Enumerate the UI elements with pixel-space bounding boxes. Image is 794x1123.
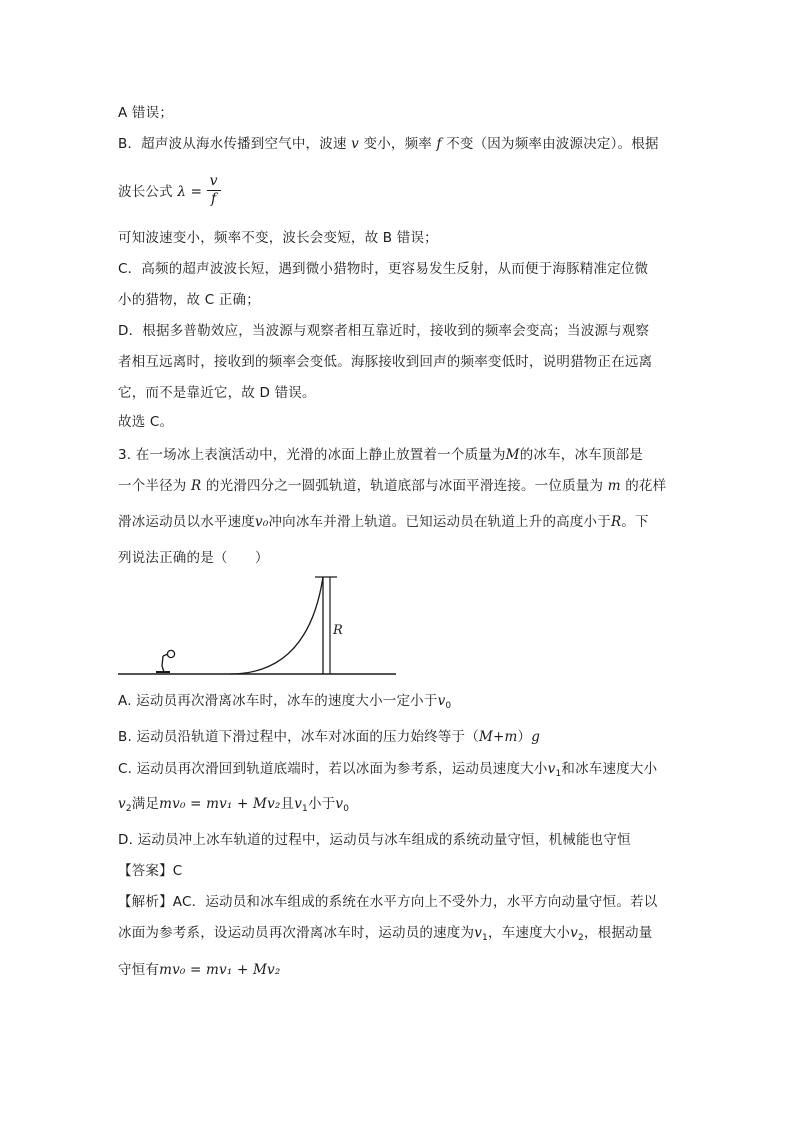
part-d-line-3: 它，而不是靠近它，故 D 错误。 bbox=[118, 385, 316, 401]
momentum-equation: mv₀ = mv₁ + Mv₂ bbox=[159, 962, 281, 978]
text: A. 运动员再次滑离冰车时，冰车的速度大小一定小于 bbox=[118, 693, 438, 709]
v-symbol: v bbox=[570, 925, 578, 941]
v-symbol: v bbox=[118, 796, 126, 812]
fraction bbox=[207, 173, 221, 208]
part-d-line-1: D．根据多普勒效应，当波源与观察者相互靠近时，接收到的频率会变高；当波源与观察 bbox=[118, 323, 650, 339]
subscript: 1 bbox=[555, 769, 562, 779]
text: 满足 bbox=[131, 796, 160, 812]
text: 一个半径为 bbox=[118, 478, 187, 494]
text: 变小，频率 bbox=[363, 136, 432, 152]
question-line-4: 列说法正确的是（ ） bbox=[118, 550, 269, 566]
part-c-line-2: 小的猎物，故 C 正确； bbox=[118, 292, 260, 308]
subscript: 1 bbox=[482, 933, 488, 943]
gravity-g: g bbox=[531, 729, 541, 745]
fraction-denominator: f bbox=[210, 190, 217, 207]
text: 和冰车速度大小 bbox=[561, 761, 658, 777]
text: 的光滑四分之一圆弧轨道，轨道底部与冰面平滑连接。一位质量为 bbox=[205, 478, 604, 494]
text: ） bbox=[517, 729, 532, 745]
text: 滑冰运动员以水平速度 bbox=[118, 514, 255, 530]
fraction-numerator: v bbox=[207, 173, 221, 191]
total-mass: M+m bbox=[478, 729, 518, 745]
v-symbol: v bbox=[437, 693, 446, 709]
frequency-symbol: f bbox=[436, 136, 442, 152]
text: 不变（因为频率由波源决定）。根据 bbox=[446, 136, 659, 152]
radius-label: R bbox=[333, 623, 343, 638]
radius-R: R bbox=[191, 478, 202, 494]
analysis-line-2 bbox=[118, 924, 652, 942]
subscript: 0 bbox=[343, 804, 350, 814]
text: C. 运动员再次滑回到轨道底端时，若以冰面为参考系，运动员速度大小 bbox=[118, 761, 548, 777]
option-d: D. 运动员冲上冰车轨道的过程中，运动员与冰车组成的系统动量守恒，机械能也守恒 bbox=[118, 832, 631, 848]
part-a-line: A 错误； bbox=[118, 105, 174, 121]
initial-velocity: v₀ bbox=[255, 514, 269, 530]
formula-line bbox=[118, 174, 221, 210]
part-d-line-2: 者相互远离时，接收到的频率会变低。海豚接收到回声的频率变低时，说明猎物正在远离 bbox=[118, 354, 653, 370]
velocity-symbol: v bbox=[351, 136, 359, 152]
momentum-equation: mv₀ = mv₁ + Mv₂ bbox=[159, 796, 281, 812]
option-b bbox=[118, 728, 540, 746]
previous-answer-line: 故选 C。 bbox=[118, 414, 174, 430]
text: 。下 bbox=[621, 514, 649, 530]
radius-R: R bbox=[610, 514, 622, 530]
analysis-line-3 bbox=[118, 961, 280, 979]
question-line-1 bbox=[118, 446, 643, 464]
subscript: 2 bbox=[578, 933, 584, 943]
subscript: 1 bbox=[302, 804, 308, 814]
option-c-line-2 bbox=[118, 795, 349, 813]
text: 且 bbox=[280, 796, 295, 812]
circular-arc-track bbox=[230, 577, 323, 674]
analysis-line-1: 【解析】AC．运动员和冰车组成的系统在水平方向上不受外力，水平方向动量守恒。若以 bbox=[118, 894, 658, 910]
option-c-line-1 bbox=[118, 760, 657, 778]
text: B. 运动员沿轨道下滑过程中，冰车对冰面的压力始终等于（ bbox=[118, 729, 479, 745]
question-line-3 bbox=[118, 513, 649, 531]
ice-cart-diagram bbox=[118, 574, 408, 680]
v-symbol: v bbox=[474, 925, 483, 941]
subscript: 0 bbox=[445, 701, 452, 711]
question-line-2 bbox=[118, 477, 666, 495]
mass-m: m bbox=[607, 478, 621, 494]
equals-sign: = bbox=[190, 184, 203, 200]
text: 冲向冰车并滑上轨道。已知运动员在轨道上升的高度小于 bbox=[268, 514, 611, 530]
part-b-line bbox=[118, 135, 659, 153]
text: 的花样 bbox=[625, 478, 667, 494]
text: B．超声波从海水传播到空气中，波速 bbox=[118, 136, 347, 152]
text: 守恒有 bbox=[118, 962, 160, 978]
option-a bbox=[118, 692, 451, 710]
text: 3. 在一场冰上表演活动中，光滑的冰面上静止放置着一个质量为 bbox=[118, 447, 506, 463]
text: 冰面为参考系，设运动员再次滑离冰车时，运动员的速度为 bbox=[118, 925, 475, 941]
subscript: 2 bbox=[125, 804, 132, 814]
text: 小于 bbox=[307, 796, 336, 812]
text: ，车速度大小 bbox=[487, 925, 571, 941]
conclusion-b-line: 可知波速变小，频率不变，波长会变短，故 B 错误； bbox=[118, 230, 438, 246]
v-symbol: v bbox=[547, 761, 556, 777]
text: ，根据动量 bbox=[583, 925, 653, 941]
v-symbol: v bbox=[335, 796, 344, 812]
text: 的冰车，冰车顶部是 bbox=[519, 447, 644, 463]
skater-icon bbox=[156, 650, 175, 672]
lambda-symbol: λ bbox=[177, 184, 187, 200]
mass-M: M bbox=[505, 447, 520, 463]
part-c-line-1: C．高频的超声波波长短，遇到微小猎物时，更容易发生反射，从而便于海豚精准定位微 bbox=[118, 261, 649, 277]
formula-label: 波长公式 bbox=[118, 184, 173, 200]
v-symbol: v bbox=[294, 796, 303, 812]
answer-label: 【答案】C bbox=[118, 863, 183, 879]
